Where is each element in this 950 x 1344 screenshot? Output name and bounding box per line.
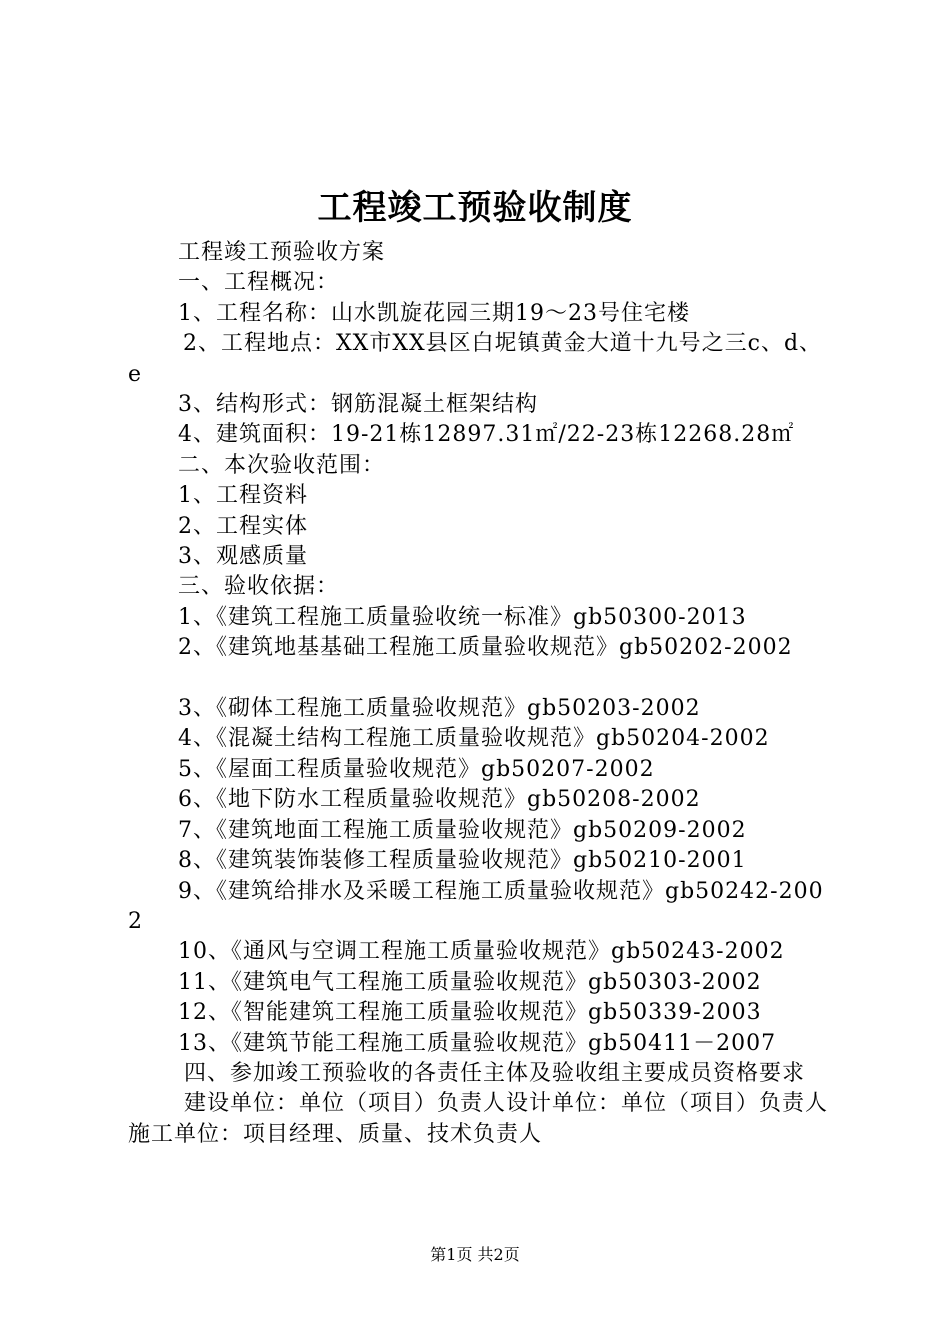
blank-line bbox=[128, 664, 834, 694]
paragraph-standard-item: 2、《建筑地基基础工程施工质量验收规范》gb50202-2002 bbox=[178, 635, 793, 661]
paragraph-standard-item: 10、《通风与空调工程施工质量验收规范》gb50243-2002 bbox=[178, 939, 785, 965]
paragraph-structure-type: 3、结构形式：钢筋混凝土框架结构 bbox=[178, 392, 538, 418]
document-body bbox=[128, 238, 834, 1150]
paragraph-project-name: 1、工程名称：山水凯旋花园三期19～23号住宅楼 bbox=[178, 300, 690, 326]
document-title: 工程竣工预验收制度 bbox=[317, 188, 633, 228]
paragraph-scope-item: 3、观感质量 bbox=[178, 544, 308, 570]
paragraph-standard-item: 13、《建筑节能工程施工质量验收规范》gb50411－2007 bbox=[178, 1030, 777, 1056]
paragraph-project-location: 2、工程地点：XX市XX县区白坭镇黄金大道十九号之三c、d、e bbox=[128, 331, 823, 387]
paragraph-standard-item: 7、《建筑地面工程施工质量验收规范》gb50209-2002 bbox=[178, 817, 747, 843]
paragraph-standard-item: 1、《建筑工程施工质量验收统一标准》gb50300-2013 bbox=[178, 604, 747, 630]
paragraph-standard-item: 8、《建筑装饰装修工程质量验收规范》gb50210-2001 bbox=[178, 848, 747, 874]
paragraph-plan-title: 工程竣工预验收方案 bbox=[178, 240, 386, 265]
paragraph-standard-item: 4、《混凝土结构工程施工质量验收规范》gb50204-2002 bbox=[178, 726, 770, 752]
paragraph-section-participants: 四、参加竣工预验收的各责任主体及验收组主要成员资格要求 bbox=[184, 1060, 806, 1086]
paragraph-standard-item: 11、《建筑电气工程施工质量验收规范》gb50303-2002 bbox=[178, 969, 762, 995]
paragraph-scope-item: 2、工程实体 bbox=[178, 513, 308, 539]
paragraph-standard-item: 3、《砌体工程施工质量验收规范》gb50203-2002 bbox=[178, 696, 701, 722]
paragraph-standard-item: 12、《智能建筑工程施工质量验收规范》gb50339-2003 bbox=[178, 1000, 762, 1026]
paragraph-scope-item: 1、工程资料 bbox=[178, 483, 308, 509]
paragraph-participants-detail: 建设单位：单位（项目）负责人设计单位：单位（项目）负责人施工单位：项目经理、质量、技术负责人 bbox=[128, 1091, 829, 1147]
page-footer: 第1页 共2页 bbox=[430, 1245, 520, 1264]
paragraph-section-scope: 二、本次验收范围： bbox=[178, 452, 386, 478]
paragraph-standard-item: 9、《建筑给排水及采暖工程施工质量验收规范》gb50242-2002 bbox=[128, 878, 824, 934]
paragraph-section-overview: 一、工程概况： bbox=[178, 270, 340, 296]
paragraph-standard-item: 5、《屋面工程质量验收规范》gb50207-2002 bbox=[178, 756, 655, 782]
paragraph-building-area: 4、建筑面积：19-21栋12897.31㎡/22-23栋12268.28㎡ bbox=[178, 422, 795, 448]
paragraph-standard-item: 6、《地下防水工程质量验收规范》gb50208-2002 bbox=[178, 787, 701, 813]
paragraph-section-basis: 三、验收依据： bbox=[178, 574, 340, 600]
